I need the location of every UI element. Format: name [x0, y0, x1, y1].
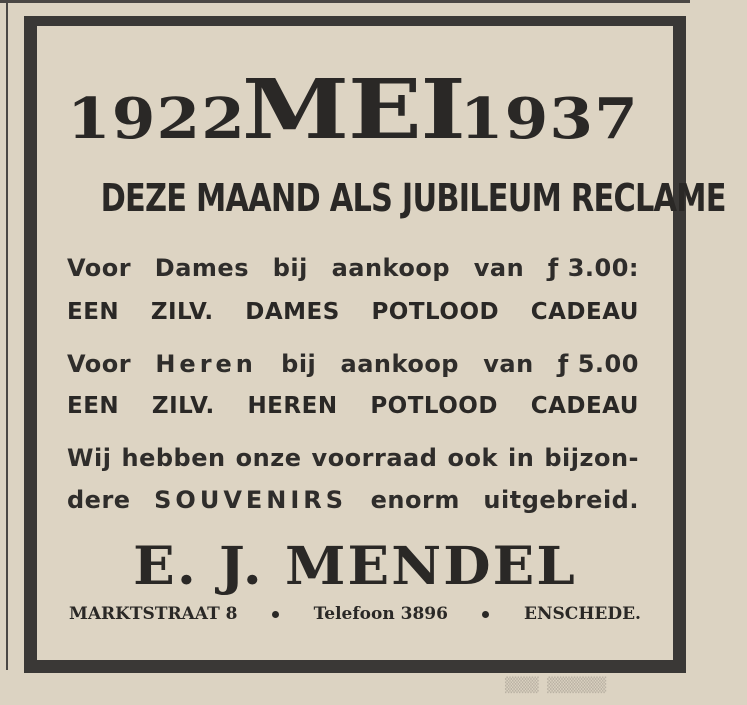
- gift-word: POTLOOD: [370, 393, 498, 419]
- jubilee-heading: [37, 62, 673, 158]
- souvenir-word: enorm: [370, 486, 460, 514]
- advertisement-frame: [24, 16, 726, 673]
- souvenir-word: hebben: [121, 444, 226, 472]
- bullet-icon: [482, 611, 489, 618]
- gift-word: CADEAU: [530, 393, 639, 419]
- souvenir-word: SOUVENIRS: [154, 486, 348, 514]
- souvenir-word: voorraad: [311, 444, 438, 472]
- shop-name: E. J. MENDEL: [133, 536, 577, 597]
- offer-word: van: [483, 350, 534, 378]
- offer-word: Dames: [154, 254, 249, 282]
- souvenir-line-1: [67, 444, 639, 472]
- souvenir-word: in: [507, 444, 535, 472]
- offer-word: aankoop: [340, 350, 459, 378]
- city-name: ENSCHEDE.: [524, 604, 641, 624]
- bleed-through-smudge: ▒▒▒▒ ▒▒▒▒▒▒▒: [505, 676, 607, 692]
- phone-number: Telefoon 3896: [313, 604, 448, 624]
- headline: DEZE MAAND ALS JUBILEUM RECLAME: [100, 176, 726, 220]
- gift-word: EEN: [67, 299, 120, 325]
- year-start: 1922: [67, 86, 247, 152]
- offer-word: aankoop: [331, 254, 451, 282]
- heren-gift-line: [67, 393, 639, 419]
- top-column-rule: [0, 0, 690, 3]
- souvenir-line-2: [67, 486, 639, 514]
- offer-price: ƒ 5.00: [557, 350, 639, 378]
- offer-word: Voor: [67, 350, 132, 378]
- left-column-rule: [6, 0, 8, 670]
- month-title: MEI: [241, 62, 465, 158]
- offer-word: van: [473, 254, 525, 282]
- souvenir-word: onze: [235, 444, 302, 472]
- year-end: 1937: [459, 86, 639, 152]
- gift-word: DAMES: [245, 299, 340, 325]
- gift-word: EEN: [67, 393, 120, 419]
- offer-word: bij: [272, 254, 308, 282]
- souvenir-word: ook: [447, 444, 498, 472]
- gift-word: ZILV.: [151, 393, 215, 419]
- gift-word: ZILV.: [150, 299, 214, 325]
- dames-offer-line: [67, 254, 639, 282]
- offer-price: ƒ 3.00:: [547, 254, 639, 282]
- dames-gift-line: [67, 299, 639, 325]
- souvenir-word: dere: [67, 486, 131, 514]
- offer-word: Voor: [67, 254, 132, 282]
- address-line: [69, 604, 641, 624]
- offer-word: bij: [281, 350, 317, 378]
- souvenir-word: uitgebreid.: [483, 486, 639, 514]
- gift-word: POTLOOD: [371, 299, 500, 325]
- heren-offer-line: [67, 350, 639, 378]
- offer-word: Heren: [155, 350, 257, 378]
- gift-word: CADEAU: [530, 299, 639, 325]
- souvenir-word: bijzon-: [544, 444, 639, 472]
- gift-word: HEREN: [247, 393, 338, 419]
- advertisement-content: [37, 26, 726, 660]
- street-address: MARKTSTRAAT 8: [69, 604, 238, 624]
- souvenir-word: Wij: [67, 444, 112, 472]
- bullet-icon: [272, 611, 279, 618]
